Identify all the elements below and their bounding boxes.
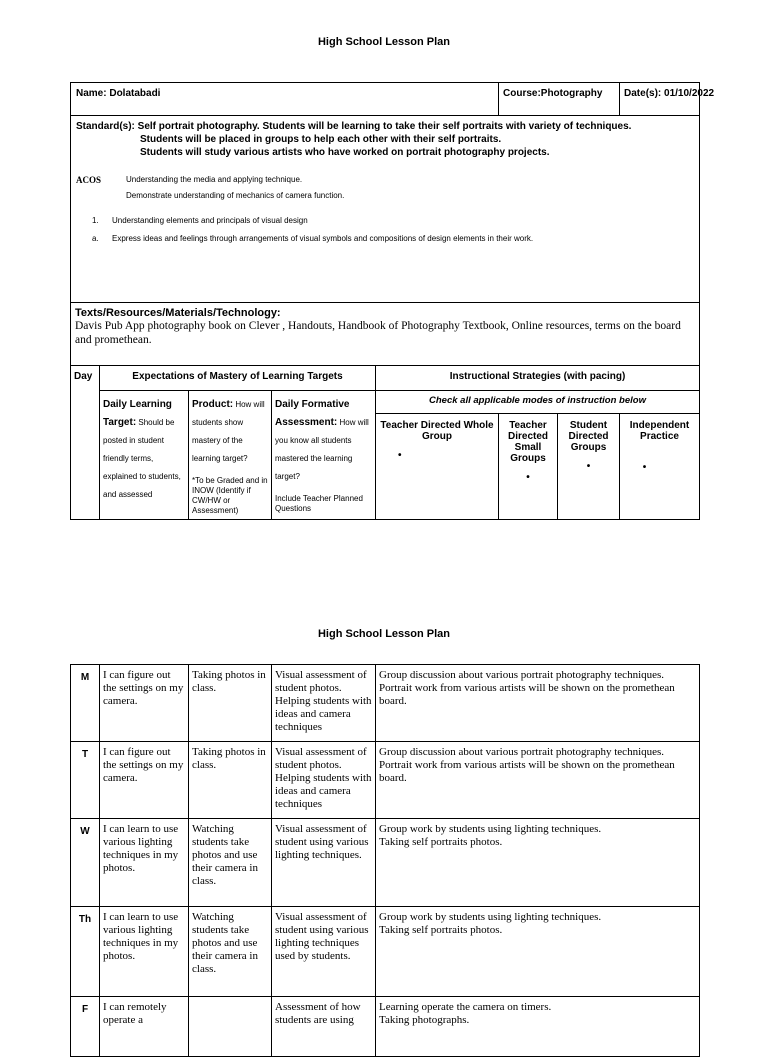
- product-bold: Product:: [192, 399, 234, 410]
- strategy-line-1: Learning operate the camera on timers.: [379, 1001, 552, 1013]
- day-header: Day: [71, 366, 100, 520]
- mode-student-directed-label: Student Directed Groups: [568, 419, 609, 453]
- day-cell: W: [71, 819, 100, 907]
- target-cell: I can figure out the settings on my camera.: [100, 742, 189, 819]
- strategy-line-2: Taking photographs.: [379, 1014, 470, 1026]
- expectations-header: Expectations of Mastery of Learning Targets: [100, 366, 376, 391]
- mode-small-groups-label: Teacher Directed Small Groups: [507, 419, 548, 464]
- lesson-plan-header-table: [70, 82, 715, 520]
- dlt-text: Should be posted in student friendly terms, explained to students, and assessed: [103, 418, 181, 499]
- strategy-cell: [376, 742, 700, 819]
- list-marker-a: a.: [92, 234, 99, 243]
- target-cell: I can remotely operate a: [100, 997, 189, 1057]
- day-cell: F: [71, 997, 100, 1057]
- bullet-student-directed: •: [586, 460, 591, 472]
- table-row: [71, 907, 700, 997]
- mode-whole-group: [376, 413, 499, 519]
- strategy-line-2: Taking self portraits photos.: [379, 924, 503, 936]
- mode-student-directed: [558, 413, 620, 519]
- assessment-cell: Visual assessment of student photos. Helping students with ideas and camera techniques: [272, 742, 376, 819]
- dfa-text: How will you know all students mastered the learning target?: [275, 418, 369, 481]
- mode-independent: [620, 413, 700, 519]
- strategy-cell: [376, 907, 700, 997]
- standard-line-3: Students will study various artists who have worked on portrait photography projects.: [140, 147, 550, 158]
- table-row: [71, 819, 700, 907]
- assessment-cell: Visual assessment of student photos. Helping students with ideas and camera techniques: [272, 665, 376, 742]
- target-cell: I can figure out the settings on my camera.: [100, 665, 189, 742]
- dates: Date(s): 01/10/2022: [620, 83, 700, 116]
- strategy-line-1: Group work by students using lighting techniques.: [379, 823, 602, 835]
- day-cell: M: [71, 665, 100, 742]
- strategies-header: Instructional Strategies (with pacing): [376, 366, 700, 391]
- strategy-line-1: Group work by students using lighting techniques.: [379, 911, 602, 923]
- table-row: [71, 997, 700, 1057]
- product-cell: Watching students take photos and use their camera in class.: [189, 907, 272, 997]
- product-text: How will students show mastery of the learning target?: [192, 400, 265, 463]
- standards-cell: [71, 116, 700, 303]
- check-all-note: Check all applicable modes of instruction below: [376, 391, 700, 414]
- product-note: *To be Graded and in INOW (Identify if CW/HW or Assessment): [192, 476, 268, 515]
- dfa-bold: Daily Formative Assessment:: [275, 399, 350, 428]
- bullet-whole-group: •: [398, 449, 402, 461]
- strategy-line-2: Portrait work from various artists will be shown on the promethean board.: [379, 682, 675, 707]
- daily-learning-target-header: [100, 391, 189, 520]
- assessment-cell: Visual assessment of student using various lighting techniques.: [272, 819, 376, 907]
- page-2-title: High School Lesson Plan: [317, 628, 451, 640]
- strategy-line-2: Portrait work from various artists will be shown on the promethean board.: [379, 759, 675, 784]
- strategy-line-1: Group discussion about various portrait photography techniques.: [379, 746, 665, 758]
- texts-body: Davis Pub App photography book on Clever , Handouts, Handbook of Photography Textbook, Online resources, terms on the board and promethean.: [75, 320, 681, 346]
- strategy-line-2: Taking self portraits photos.: [379, 836, 503, 848]
- strategy-line-1: Group discussion about various portrait photography techniques.: [379, 669, 665, 681]
- target-cell: I can learn to use various lighting techniques in my photos.: [100, 819, 189, 907]
- strategy-cell: [376, 819, 700, 907]
- list-item-a: Express ideas and feelings through arrangements of visual symbols and compositions of design elements in their work.: [112, 234, 534, 243]
- acos-item-2: Demonstrate understanding of mechanics of camera function.: [126, 191, 345, 200]
- product-cell: Taking photos in class.: [189, 665, 272, 742]
- day-cell: Th: [71, 907, 100, 997]
- acos-item-1: Understanding the media and applying technique.: [126, 175, 303, 184]
- list-item-1: Understanding elements and principals of visual design: [112, 216, 308, 225]
- product-header: [189, 391, 272, 520]
- product-cell: Watching students take photos and use their camera in class.: [189, 819, 272, 907]
- course: Course:Photography: [499, 83, 620, 116]
- mode-small-groups: [499, 413, 558, 519]
- product-cell: [189, 997, 272, 1057]
- table-row: [71, 665, 700, 742]
- formative-assessment-header: [272, 391, 376, 520]
- strategy-cell: [376, 665, 700, 742]
- day-cell: T: [71, 742, 100, 819]
- bullet-independent: •: [642, 461, 647, 473]
- page-title: High School Lesson Plan: [317, 36, 451, 48]
- assessment-cell: Visual assessment of student using various lighting techniques used by students.: [272, 907, 376, 997]
- product-cell: Taking photos in class.: [189, 742, 272, 819]
- dfa-note: Include Teacher Planned Questions: [275, 494, 363, 513]
- strategy-cell: [376, 997, 700, 1057]
- assessment-cell: Assessment of how students are using: [272, 997, 376, 1057]
- acos-label: ACOS: [76, 175, 102, 185]
- mode-whole-group-label: Teacher Directed Whole Group: [380, 419, 494, 442]
- texts-label: Texts/Resources/Materials/Technology:: [75, 307, 281, 319]
- texts-resources-cell: [71, 303, 700, 366]
- list-marker-1: 1.: [92, 216, 99, 225]
- mode-independent-label: Independent Practice: [629, 419, 690, 442]
- dlt-bold: Daily Learning Target:: [103, 399, 172, 428]
- target-cell: I can learn to use various lighting techniques in my photos.: [100, 907, 189, 997]
- bullet-small-groups: •: [526, 471, 530, 483]
- table-row: [71, 742, 700, 819]
- daily-plan-table: [70, 664, 700, 1057]
- standard-line-2: Students will be placed in groups to help each other with their self portraits.: [140, 134, 502, 145]
- standard-line-1: Standard(s): Self portrait photography. Students will be learning to take their self portraits with variety of techniques.: [76, 121, 632, 132]
- teacher-name: Name: Dolatabadi: [71, 83, 499, 116]
